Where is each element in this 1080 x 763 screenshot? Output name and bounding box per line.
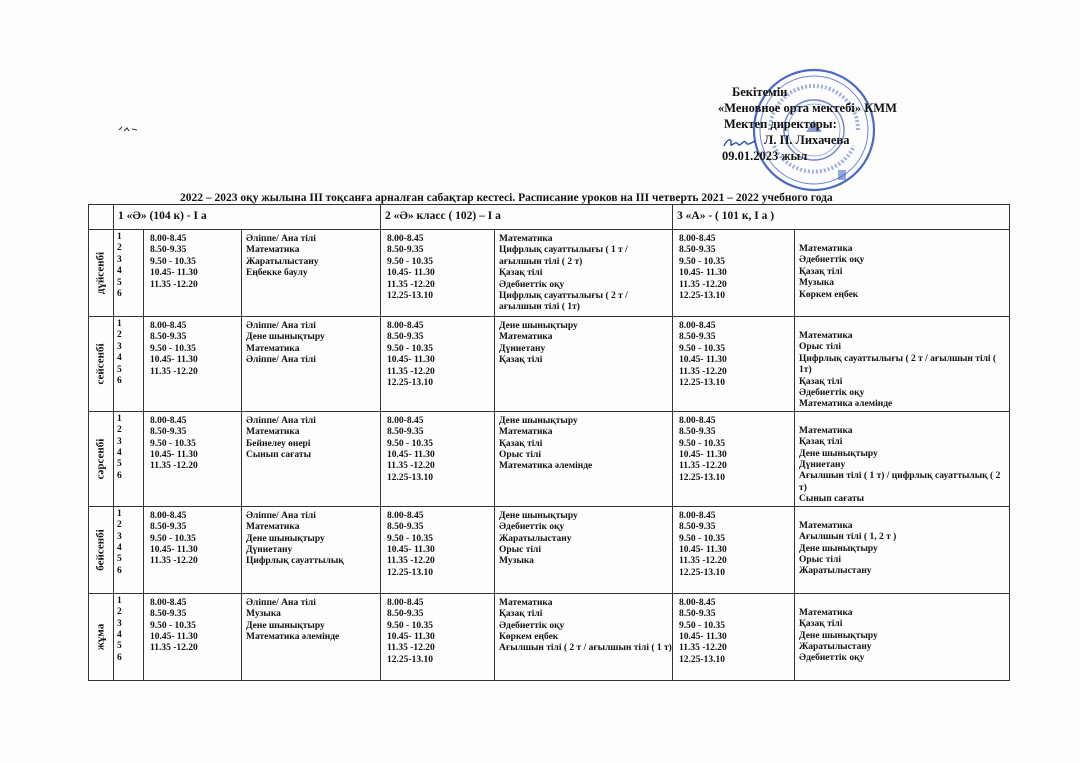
class2-subject: Қазақ тілі xyxy=(499,609,543,620)
class2-subject: Орыс тілі xyxy=(499,544,541,555)
class3-subject-cell xyxy=(795,593,1010,680)
day-name: дүйсенбі xyxy=(94,251,107,295)
class3-subject: Музыка xyxy=(799,278,834,289)
class2-subject: Математика xyxy=(499,427,553,438)
class2-time: 12.25-13.10 xyxy=(387,472,433,483)
lesson-number: 2 xyxy=(117,330,122,341)
class2-subject: Әдебиеттік оқу xyxy=(499,522,565,533)
class3-time: 9.50 - 10.35 xyxy=(679,343,725,354)
class1-subject: Әліппе/ Ана тілі xyxy=(246,355,316,366)
class2-subject: Математика xyxy=(499,332,553,343)
lesson-number: 5 xyxy=(117,459,122,470)
class3-subject: Әдебиеттік оқу xyxy=(799,653,865,664)
approval-line-date: 09.01.2023 жыл xyxy=(722,149,808,163)
class3-time: 11.35 -12.20 xyxy=(679,643,727,654)
lesson-number: 5 xyxy=(117,554,122,565)
class3-subject: Дүниетану xyxy=(799,460,846,471)
class3-time-cell xyxy=(673,317,795,412)
class2-subject: Математика xyxy=(499,234,553,244)
class2-subject: Көркем еңбек xyxy=(499,631,559,642)
class2-time: 9.50 - 10.35 xyxy=(387,343,433,354)
class2-time: 8.50-9.35 xyxy=(387,427,424,438)
class1-time: 9.50 - 10.35 xyxy=(150,620,196,631)
class3-time: 8.50-9.35 xyxy=(679,427,716,438)
class3-time: 10.45- 11.30 xyxy=(679,631,727,642)
lesson-number: 4 xyxy=(117,353,122,364)
class1-time: 8.50-9.35 xyxy=(150,332,187,343)
class3-subject: Цифрлық сауаттылығы ( 2 т / ағылшын тілі ( 1т) xyxy=(799,353,997,376)
day-name: жұма xyxy=(94,623,107,650)
class1-subject: Математика xyxy=(246,522,300,533)
class1-subject: Математика xyxy=(246,343,300,354)
class3-subject: Қазақ тілі xyxy=(799,437,843,448)
class3-time: 9.50 - 10.35 xyxy=(679,438,725,449)
lesson-number: 1 xyxy=(117,508,122,519)
class1-time: 11.35 -12.20 xyxy=(150,556,198,567)
class1-time: 9.50 - 10.35 xyxy=(150,256,196,267)
class1-time: 10.45- 11.30 xyxy=(150,355,198,366)
class2-subject: Жаратылыстану xyxy=(499,533,572,544)
class2-time-cell xyxy=(381,230,495,317)
class1-time: 10.45- 11.30 xyxy=(150,268,198,279)
class2-time: 8.50-9.35 xyxy=(387,332,424,343)
class2-time: 9.50 - 10.35 xyxy=(387,620,433,631)
day-name-cell xyxy=(89,317,114,412)
class3-time: 8.00-8.45 xyxy=(679,234,716,244)
class3-subject: Көркем еңбек xyxy=(799,289,859,300)
class1-time: 11.35 -12.20 xyxy=(150,461,198,472)
approval-line-approve: Бекітемін xyxy=(732,85,788,99)
class1-subject: Еңбекке баулу xyxy=(246,268,308,279)
lesson-number: 5 xyxy=(117,277,122,288)
class3-time: 9.50 - 10.35 xyxy=(679,620,725,631)
class2-subject: Дүниетану xyxy=(499,343,546,354)
day-name-cell xyxy=(89,506,114,593)
class3-subject: Сынып сағаты xyxy=(799,494,865,505)
class3-subject: Жаратылыстану xyxy=(799,641,872,652)
class1-time: 10.45- 11.30 xyxy=(150,450,198,461)
class2-time: 10.45- 11.30 xyxy=(387,355,435,366)
class1-subject-cell xyxy=(242,506,381,593)
class2-time: 11.35 -12.20 xyxy=(387,366,435,377)
day-row xyxy=(89,411,1010,506)
class2-time: 9.50 - 10.35 xyxy=(387,438,433,449)
class3-time-cell xyxy=(673,230,795,317)
lesson-number: 1 xyxy=(117,319,122,329)
class1-subject-cell xyxy=(242,593,381,680)
approval-block xyxy=(718,84,918,164)
class1-time: 8.50-9.35 xyxy=(150,522,187,533)
class1-time-cell xyxy=(144,506,242,593)
class3-subject: Дене шынықтыру xyxy=(799,543,878,554)
class2-time: 8.00-8.45 xyxy=(387,234,424,244)
class3-time: 8.50-9.35 xyxy=(679,332,716,343)
class3-subject: Дене шынықтыру xyxy=(799,448,878,459)
day-row xyxy=(89,506,1010,593)
lesson-number: 3 xyxy=(117,341,122,352)
class2-time-cell xyxy=(381,506,495,593)
class2-time: 8.00-8.45 xyxy=(387,510,424,521)
class2-subject-cell xyxy=(495,411,673,506)
class1-time: 8.50-9.35 xyxy=(150,245,187,256)
class2-time: 12.25-13.10 xyxy=(387,567,433,578)
class1-time-cell xyxy=(144,593,242,680)
lesson-number: 3 xyxy=(117,531,122,542)
class3-subject-cell xyxy=(795,317,1010,412)
class3-time: 10.45- 11.30 xyxy=(679,268,727,279)
class3-subject: Математика xyxy=(799,331,853,341)
class1-time: 9.50 - 10.35 xyxy=(150,438,196,449)
class1-subject: Бейнелеу өнері xyxy=(246,438,311,449)
class2-subject: Орыс тілі xyxy=(499,450,541,461)
class1-subject: Әліппе/ Ана тілі xyxy=(246,321,316,331)
class-header-1: 1 «Ә» (104 к) - І а xyxy=(114,205,381,230)
class3-subject: Ағылшын тілі ( 1, 2 т ) xyxy=(799,532,897,543)
class2-subject: Қазақ тілі xyxy=(499,355,543,366)
class2-time: 8.50-9.35 xyxy=(387,245,424,256)
class1-subject: Математика xyxy=(246,427,300,438)
class2-time-cell xyxy=(381,317,495,412)
class2-time: 8.00-8.45 xyxy=(387,597,424,608)
class3-time: 11.35 -12.20 xyxy=(679,461,727,472)
class3-time-cell xyxy=(673,411,795,506)
lesson-number: 5 xyxy=(117,364,122,375)
class1-time: 8.00-8.45 xyxy=(150,321,187,331)
class2-time: 10.45- 11.30 xyxy=(387,631,435,642)
lesson-number: 1 xyxy=(117,595,122,606)
class1-time: 9.50 - 10.35 xyxy=(150,533,196,544)
lesson-number-cell xyxy=(114,317,144,412)
class1-subject: Әліппе/ Ана тілі xyxy=(246,234,316,244)
class2-time: 8.00-8.45 xyxy=(387,415,424,426)
day-name: сейсенбі xyxy=(94,343,107,385)
class2-time: 12.25-13.10 xyxy=(387,378,433,389)
class3-time: 10.45- 11.30 xyxy=(679,544,727,555)
day-name-cell xyxy=(89,411,114,506)
class2-subject: Математика әлемінде xyxy=(499,461,593,472)
class1-subject: Дене шынықтыру xyxy=(246,533,325,544)
class1-time: 8.00-8.45 xyxy=(150,597,187,608)
class2-subject-cell xyxy=(495,506,673,593)
class1-time: 10.45- 11.30 xyxy=(150,544,198,555)
class1-time: 8.00-8.45 xyxy=(150,510,187,521)
lesson-number: 3 xyxy=(117,618,122,629)
class1-subject-cell xyxy=(242,317,381,412)
class2-subject: Қазақ тілі xyxy=(499,438,543,449)
class1-subject: Математика әлемінде xyxy=(246,631,340,642)
class3-subject: Орыс тілі xyxy=(799,342,842,353)
class1-time: 11.35 -12.20 xyxy=(150,366,198,377)
class2-subject-cell xyxy=(495,593,673,680)
class3-time: 12.25-13.10 xyxy=(679,654,725,665)
day-row xyxy=(89,317,1010,412)
class2-time-cell xyxy=(381,593,495,680)
lesson-number: 2 xyxy=(117,243,122,254)
class3-subject: Дене шынықтыру xyxy=(799,630,878,641)
class2-subject-cell xyxy=(495,317,673,412)
day-name: бейсенбі xyxy=(94,529,107,571)
class2-time: 8.00-8.45 xyxy=(387,321,424,331)
page-title: 2022 – 2023 оқу жылына ІІІ тоқсанға арналған сабақтар кестесі. Расписание уроков на ІІІ четверть 2021 – 2022 учебного года xyxy=(180,192,833,204)
class3-subject: Қазақ тілі xyxy=(799,266,843,277)
class2-time: 12.25-13.10 xyxy=(387,654,433,665)
lesson-number: 2 xyxy=(117,520,122,531)
class3-time: 8.00-8.45 xyxy=(679,597,716,608)
class1-subject: Дене шынықтыру xyxy=(246,620,325,631)
header-row xyxy=(89,205,1010,230)
class2-subject: Қазақ тілі xyxy=(499,268,543,279)
class3-subject: Математика xyxy=(799,607,853,618)
day-row xyxy=(89,230,1010,317)
class2-time: 8.50-9.35 xyxy=(387,522,424,533)
lesson-number: 3 xyxy=(117,436,122,447)
class3-time: 12.25-13.10 xyxy=(679,378,725,389)
class3-subject-cell xyxy=(795,230,1010,317)
class1-subject: Математика xyxy=(246,245,300,256)
schedule-table xyxy=(88,204,1010,681)
lesson-number: 2 xyxy=(117,425,122,436)
class3-subject: Математика әлемінде xyxy=(799,399,893,410)
class3-time-cell xyxy=(673,593,795,680)
class2-subject-cell xyxy=(495,230,673,317)
approval-line-school: «Меновное орта мектебі» КММ xyxy=(718,101,897,115)
class3-time: 12.25-13.10 xyxy=(679,291,725,302)
lesson-number-cell xyxy=(114,593,144,680)
class1-time: 10.45- 11.30 xyxy=(150,631,198,642)
lesson-number: 4 xyxy=(117,448,122,459)
class3-time: 8.50-9.35 xyxy=(679,609,716,620)
class-header-3: 3 «А» - ( 101 к, І а ) xyxy=(673,205,1010,230)
lesson-number-cell xyxy=(114,411,144,506)
class3-time: 9.50 - 10.35 xyxy=(679,256,725,267)
class3-subject: Әдебиеттік оқу xyxy=(799,388,865,399)
class1-subject-cell xyxy=(242,230,381,317)
class3-time: 8.50-9.35 xyxy=(679,522,716,533)
class1-subject: Сынып сағаты xyxy=(246,450,312,461)
class3-subject-cell xyxy=(795,411,1010,506)
lesson-number: 6 xyxy=(117,565,122,576)
header-corner xyxy=(89,205,114,230)
class1-subject: Дене шынықтыру xyxy=(246,332,325,343)
scribble-mark-icon xyxy=(118,124,140,134)
class3-subject: Қазақ тілі xyxy=(799,619,843,630)
lesson-number: 1 xyxy=(117,232,122,242)
class1-subject: Жаратылыстану xyxy=(246,256,319,267)
lesson-number: 6 xyxy=(117,289,122,300)
lesson-number-cell xyxy=(114,506,144,593)
class3-time: 8.50-9.35 xyxy=(679,245,716,256)
class2-subject: Ағылшын тілі ( 2 т / ағылшын тілі ( 1 т) xyxy=(499,643,672,654)
class1-time: 11.35 -12.20 xyxy=(150,643,198,654)
class1-time: 8.00-8.45 xyxy=(150,234,187,244)
class3-time: 8.00-8.45 xyxy=(679,321,716,331)
lesson-number: 5 xyxy=(117,641,122,652)
class2-time: 11.35 -12.20 xyxy=(387,643,435,654)
class3-time: 12.25-13.10 xyxy=(679,472,725,483)
lesson-number: 4 xyxy=(117,542,122,553)
approval-line-name: Л. П. Лихачева xyxy=(764,133,850,147)
class3-time: 11.35 -12.20 xyxy=(679,556,727,567)
class1-subject: Цифрлық сауаттылық xyxy=(246,556,344,567)
class1-time-cell xyxy=(144,230,242,317)
class2-time: 11.35 -12.20 xyxy=(387,279,435,290)
class3-subject: Математика xyxy=(799,244,853,254)
class2-subject: Дене шынықтыру xyxy=(499,415,578,426)
class2-subject: Цифрлық сауаттылығы ( 2 т / ағылшын тілі ( 1т) xyxy=(499,291,628,313)
class3-time: 10.45- 11.30 xyxy=(679,450,727,461)
day-name-cell xyxy=(89,593,114,680)
class2-time: 9.50 - 10.35 xyxy=(387,256,433,267)
class-header-2: 2 «Ә» класс ( 102) – І а xyxy=(381,205,673,230)
lesson-number: 2 xyxy=(117,607,122,618)
class2-time-cell xyxy=(381,411,495,506)
class3-subject: Орыс тілі xyxy=(799,554,842,565)
class2-time: 11.35 -12.20 xyxy=(387,556,435,567)
lesson-number: 4 xyxy=(117,629,122,640)
class1-subject: Дүниетану xyxy=(246,544,293,555)
day-name: сәрсенбі xyxy=(94,438,107,480)
class3-time: 11.35 -12.20 xyxy=(679,366,727,377)
class3-subject: Жаратылыстану xyxy=(799,566,872,577)
class1-time: 9.50 - 10.35 xyxy=(150,343,196,354)
lesson-number: 1 xyxy=(117,413,122,424)
lesson-number: 3 xyxy=(117,254,122,265)
class3-subject: Ағылшын тілі ( 1 т) / цифрлық сауаттылық ( 2 т) xyxy=(799,471,1001,493)
class2-subject: Дене шынықтыру xyxy=(499,321,578,331)
class2-time: 10.45- 11.30 xyxy=(387,450,435,461)
class1-subject: Әліппе/ Ана тілі xyxy=(246,597,316,608)
class3-time: 11.35 -12.20 xyxy=(679,279,727,290)
class3-time: 8.00-8.45 xyxy=(679,415,716,426)
lesson-number: 6 xyxy=(117,652,122,663)
class2-time: 8.50-9.35 xyxy=(387,609,424,620)
lesson-number: 6 xyxy=(117,376,122,387)
class3-time: 9.50 - 10.35 xyxy=(679,533,725,544)
class2-subject: Цифрлық сауаттылығы ( 1 т / ағылшын тілі ( 2 т) xyxy=(499,245,628,267)
class2-subject: Әдебиеттік оқу xyxy=(499,279,565,290)
class3-time: 12.25-13.10 xyxy=(679,567,725,578)
class3-subject: Математика xyxy=(799,425,853,436)
class3-subject: Математика xyxy=(799,520,853,531)
class3-subject-cell xyxy=(795,506,1010,593)
class1-subject: Әліппе/ Ана тілі xyxy=(246,510,316,521)
class1-time: 8.50-9.35 xyxy=(150,609,187,620)
class3-subject: Әдебиеттік оқу xyxy=(799,255,865,266)
class3-subject: Қазақ тілі xyxy=(799,376,843,387)
class2-subject: Әдебиеттік оқу xyxy=(499,620,565,631)
class2-time: 10.45- 11.30 xyxy=(387,268,435,279)
class3-time: 10.45- 11.30 xyxy=(679,355,727,366)
class3-time: 8.00-8.45 xyxy=(679,510,716,521)
class1-time-cell xyxy=(144,317,242,412)
class1-time: 11.35 -12.20 xyxy=(150,279,198,290)
lesson-number-cell xyxy=(114,230,144,317)
approval-line-director: Мектеп директоры: xyxy=(724,117,837,131)
lesson-number: 6 xyxy=(117,470,122,481)
class1-subject: Әліппе/ Ана тілі xyxy=(246,415,316,426)
lesson-number: 4 xyxy=(117,266,122,277)
class1-subject: Музыка xyxy=(246,609,281,620)
class1-time: 8.00-8.45 xyxy=(150,415,187,426)
class2-subject: Дене шынықтыру xyxy=(499,510,578,521)
class1-time-cell xyxy=(144,411,242,506)
class2-time: 12.25-13.10 xyxy=(387,291,433,302)
day-name-cell xyxy=(89,230,114,317)
class2-time: 10.45- 11.30 xyxy=(387,544,435,555)
class2-subject: Математика xyxy=(499,597,553,608)
class2-time: 9.50 - 10.35 xyxy=(387,533,433,544)
class1-time: 8.50-9.35 xyxy=(150,427,187,438)
day-row xyxy=(89,593,1010,680)
class3-time-cell xyxy=(673,506,795,593)
class2-time: 11.35 -12.20 xyxy=(387,461,435,472)
schedule-body xyxy=(89,230,1010,681)
class2-subject: Музыка xyxy=(499,556,534,567)
class1-subject-cell xyxy=(242,411,381,506)
